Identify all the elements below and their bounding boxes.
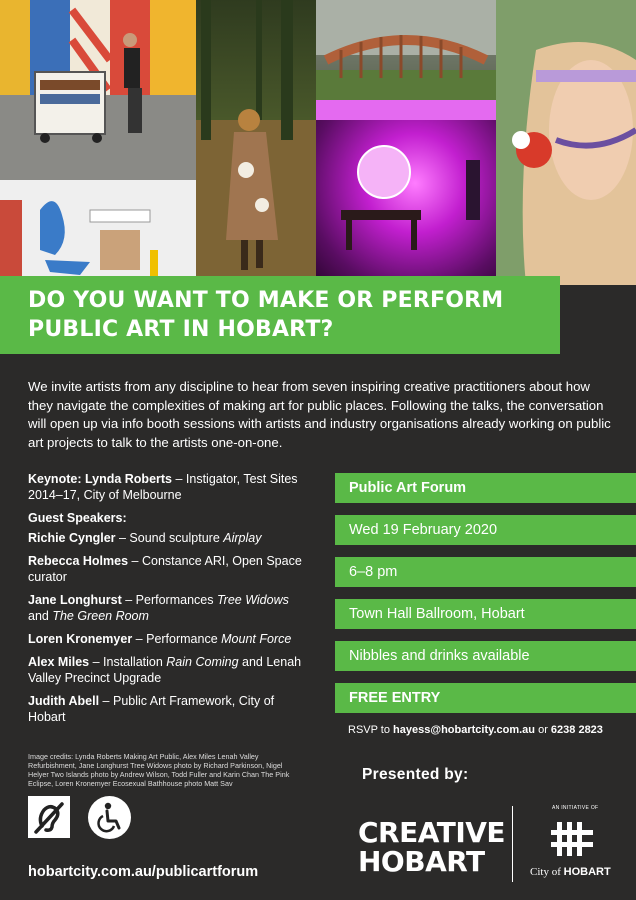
photo-collage xyxy=(0,0,636,285)
keynote-label: Keynote: Lynda Roberts xyxy=(28,472,173,486)
speaker-desc: – Performance xyxy=(132,632,222,646)
intro-paragraph: We invite artists from any discipline to hear from seven inspiring creative practitioners about how they navigate the complexities of making art for public places. Following the talks, the conversation will open up via info booth sessions with artists and industry organisations already working on public art projects to talk to the artists one-on-one. xyxy=(28,379,611,450)
speaker-entry xyxy=(28,530,313,546)
headline-banner xyxy=(0,276,560,354)
city-prefix: City of xyxy=(530,866,564,878)
initiative-label: AN INITIATIVE OF xyxy=(552,805,599,811)
speaker-desc: – Public Art Framework, City of Hobart xyxy=(28,694,275,724)
speaker-work: Airplay xyxy=(223,531,262,545)
speaker-work-2: The Green Room xyxy=(52,609,149,623)
guest-speakers-heading: Guest Speakers: xyxy=(28,511,127,525)
accessibility-icons xyxy=(28,796,138,840)
speaker-entry xyxy=(28,631,313,647)
hearing-loop-icon xyxy=(28,796,70,838)
speaker-name: Alex Miles xyxy=(28,655,90,669)
city-of-hobart-wordmark xyxy=(530,866,611,878)
speaker-desc: – Sound sculpture xyxy=(115,531,224,545)
photo-pink-eclipse xyxy=(316,100,496,285)
headline-title xyxy=(28,286,560,344)
speaker-desc: – Constance ARI, Open Space curator xyxy=(28,554,302,584)
speaker-work: Tree Widows xyxy=(216,593,289,607)
speaker-list xyxy=(28,471,313,732)
city-of-hobart-emblem-icon xyxy=(551,818,593,860)
event-time-bar: 6–8 pm xyxy=(335,557,636,587)
event-extras-bar: Nibbles and drinks available xyxy=(335,641,636,671)
photo-mural-building xyxy=(0,180,196,285)
presented-by-label: Presented by: xyxy=(362,766,469,783)
logo-divider xyxy=(512,806,513,882)
event-date-bar: Wed 19 February 2020 xyxy=(335,515,636,545)
rsvp-line xyxy=(348,724,603,736)
speaker-name: Judith Abell xyxy=(28,694,100,708)
event-title-bar: Public Art Forum xyxy=(335,473,636,503)
photo-wooden-sculpture xyxy=(316,0,496,100)
photo-book-cart xyxy=(0,0,196,180)
speaker-desc-mid: and xyxy=(28,609,53,623)
speaker-entry xyxy=(28,592,313,624)
speaker-desc: – Performances xyxy=(121,593,217,607)
keynote-desc: – Instigator, Test Sites 2014–17, City of Melbourne xyxy=(28,472,298,502)
creative-hobart-line-1: CREATIVE xyxy=(358,816,506,849)
creative-hobart-line-2: HOBART xyxy=(358,845,485,878)
free-entry-bar: FREE ENTRY xyxy=(335,683,636,713)
city-name: HOBART xyxy=(563,866,611,878)
photo-woman-in-forest xyxy=(196,0,316,285)
speaker-entry xyxy=(28,654,313,686)
rsvp-phone[interactable]: 6238 2823 xyxy=(550,724,603,736)
speaker-desc-mid: and Lenah Valley Precinct Upgrade xyxy=(28,655,302,685)
speaker-entry xyxy=(28,693,313,725)
photo-performer-flowers xyxy=(496,0,636,285)
speaker-work: Mount Force xyxy=(221,632,292,646)
keynote-entry xyxy=(28,471,313,503)
rsvp-email-link[interactable]: hayess@hobartcity.com.au xyxy=(393,724,536,736)
event-venue-bar: Town Hall Ballroom, Hobart xyxy=(335,599,636,629)
speaker-name: Loren Kronemyer xyxy=(28,632,133,646)
image-credits: Image credits: Lynda Roberts Making Art Public, Alex Miles Lenah Valley Refurbishment, Jane Longhurst Tree Widows photo by Richard Parkinson, Nigel Helyer Two Islands photo by Andrew Wilson, Todd Fuller and Karin Chan The Pink Eclipse, Loren Kronemyer Ecosexual Bathhouse photo Matt Sav xyxy=(28,752,290,788)
rsvp-prefix: RSVP to xyxy=(348,724,394,736)
headline-line-2: PUBLIC ART IN HOBART? xyxy=(28,317,334,342)
rsvp-mid: or xyxy=(535,724,551,736)
speaker-name: Richie Cyngler xyxy=(28,531,116,545)
speaker-name: Jane Longhurst xyxy=(28,593,122,607)
website-url-link[interactable]: hobartcity.com.au/publicartforum xyxy=(28,864,259,880)
creative-hobart-logo xyxy=(358,818,505,876)
speaker-work: Rain Coming xyxy=(166,655,239,669)
wheelchair-access-icon xyxy=(88,796,131,839)
speaker-desc: – Installation xyxy=(89,655,167,669)
speaker-entry xyxy=(28,553,313,585)
headline-line-1: DO YOU WANT TO MAKE OR PERFORM xyxy=(28,288,504,313)
speaker-name: Rebecca Holmes xyxy=(28,554,129,568)
